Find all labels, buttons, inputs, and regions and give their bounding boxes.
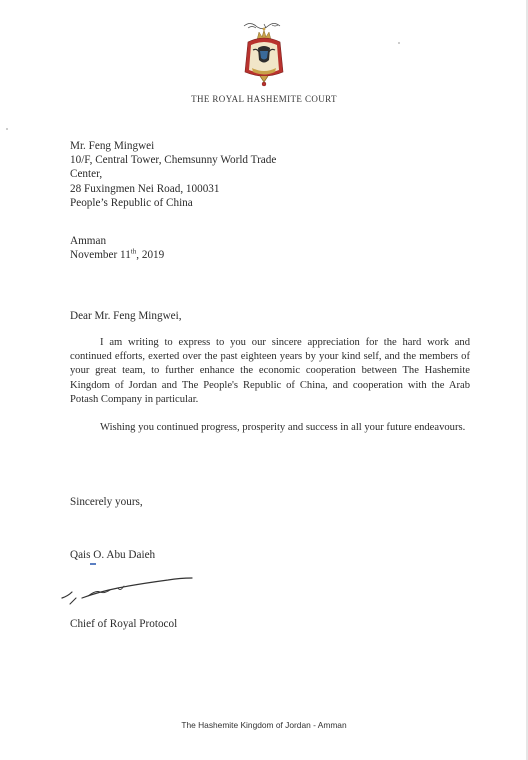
recipient-name: Mr. Feng Mingwei — [70, 140, 155, 152]
salutation: Dear Mr. Feng Mingwei, — [70, 310, 182, 322]
body-paragraph: Wishing you continued progress, prosperity and success in all your future endeavours. — [100, 422, 466, 433]
date-suffix: th — [130, 247, 137, 256]
ink-mark — [90, 563, 96, 565]
handwritten-signature — [58, 574, 198, 610]
letter-date — [70, 248, 164, 262]
address-line: People’s Republic of China — [70, 196, 193, 209]
address-line: Center, — [70, 168, 103, 181]
scan-speck — [6, 128, 8, 130]
court-name-text: THE ROYAL HASHEMITE COURT — [191, 94, 337, 104]
royal-crest-icon — [238, 20, 290, 90]
address-line: 10/F, Central Tower, Chemsunny World Trade — [70, 154, 277, 167]
footer: The Hashemite Kingdom of Jordan - Amman — [181, 720, 347, 730]
city: Amman — [70, 235, 107, 247]
court-name — [0, 94, 528, 104]
address-line: 28 Fuxingmen Nei Road, 100031 — [70, 182, 220, 195]
signer-title: Chief of Royal Protocol — [70, 618, 178, 630]
date-year: , 2019 — [136, 249, 165, 262]
scan-speck — [398, 42, 400, 44]
recipient-address — [70, 139, 276, 210]
date-month-day: November 11 — [70, 249, 131, 262]
place-date — [70, 234, 164, 262]
closing: Sincerely yours, — [70, 496, 143, 508]
body-paragraph: I am writing to express to you our sincere appreciation for the hard work and continued efforts, exerted over the past eighteen years by your kind self, and the members of your great team, to further enhance the economic cooperation between The Hashemite Kingdom of Jordan and The People's Republic of China, and cooperation with the Arab Potash Company in particular. — [70, 337, 470, 405]
signer-name: Qais O. Abu Daieh — [70, 549, 156, 561]
